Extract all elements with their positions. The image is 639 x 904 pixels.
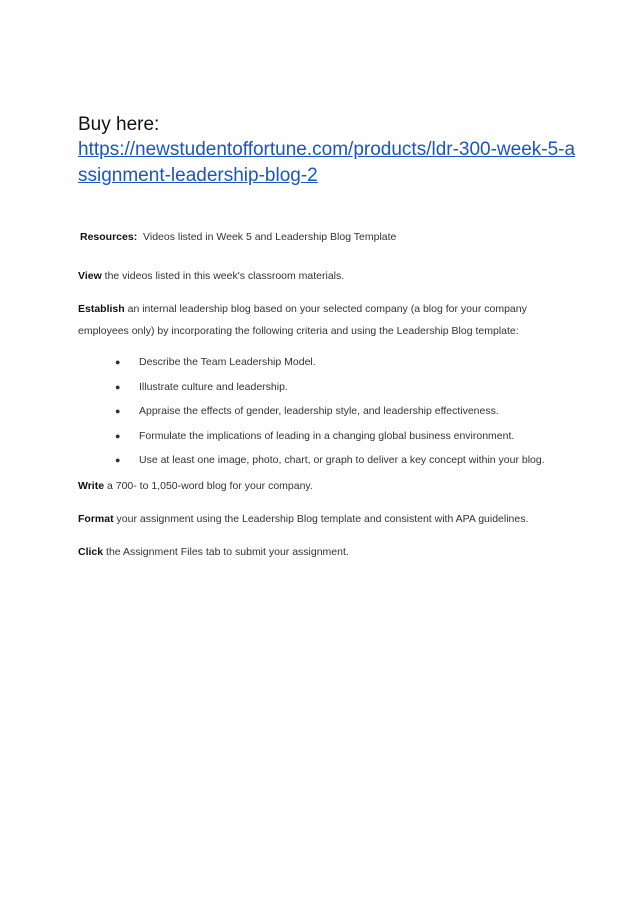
resources-line (80, 230, 580, 244)
list-item-text: Illustrate culture and leadership. (139, 380, 288, 393)
write-instruction (78, 479, 578, 493)
view-text: the videos listed in this week's classroom materials. (101, 270, 345, 282)
list-item-text: Appraise the effects of gender, leadership style, and leadership effectiveness. (139, 405, 499, 417)
format-instruction (78, 512, 578, 526)
list-item-text: Use at least one image, photo, chart, or graph to deliver a key concept within your blog. (139, 454, 545, 466)
list-item (115, 380, 545, 405)
resources-text: Videos listed in Week 5 and Leadership Blog Template (143, 231, 397, 243)
resources-label: Resources: (80, 231, 138, 243)
list-item (115, 429, 545, 454)
buy-here-label: Buy here: (78, 114, 160, 135)
click-instruction (78, 545, 578, 559)
bullet-icon: ● (115, 430, 121, 441)
write-text: a 700- to 1,050-word blog for your company. (104, 480, 313, 492)
view-instruction (78, 269, 578, 283)
establish-text-line2: employees only) by incorporating the following criteria and using the Leadership Blog template: (78, 325, 519, 337)
criteria-list (115, 355, 545, 478)
establish-instruction-continued (78, 324, 578, 338)
list-item (115, 355, 545, 380)
view-label: View (78, 270, 102, 282)
establish-instruction (78, 302, 578, 316)
click-label: Click (78, 546, 104, 558)
bullet-icon: ● (115, 381, 121, 392)
write-label: Write (78, 480, 105, 492)
list-item-text: Formulate the implications of leading in a changing global business environment. (139, 429, 515, 442)
format-label: Format (78, 513, 114, 525)
format-text: your assignment using the Leadership Blog template and consistent with APA guidelines. (113, 513, 529, 525)
click-text: the Assignment Files tab to submit your assignment. (103, 546, 349, 558)
list-item-text: Describe the Team Leadership Model. (139, 356, 316, 368)
list-item (115, 404, 545, 429)
bullet-icon: ● (115, 357, 121, 367)
bullet-icon: ● (115, 455, 121, 465)
list-item (115, 453, 545, 478)
bullet-icon: ● (115, 406, 121, 416)
establish-label: Establish (78, 303, 125, 315)
establish-text-line1: an internal leadership blog based on your selected company (a blog for your company (124, 303, 527, 315)
product-link[interactable]: https://newstudentoffortune.com/products/ldr-300-week-5-assignment-leadership-blog-2 (78, 139, 576, 186)
